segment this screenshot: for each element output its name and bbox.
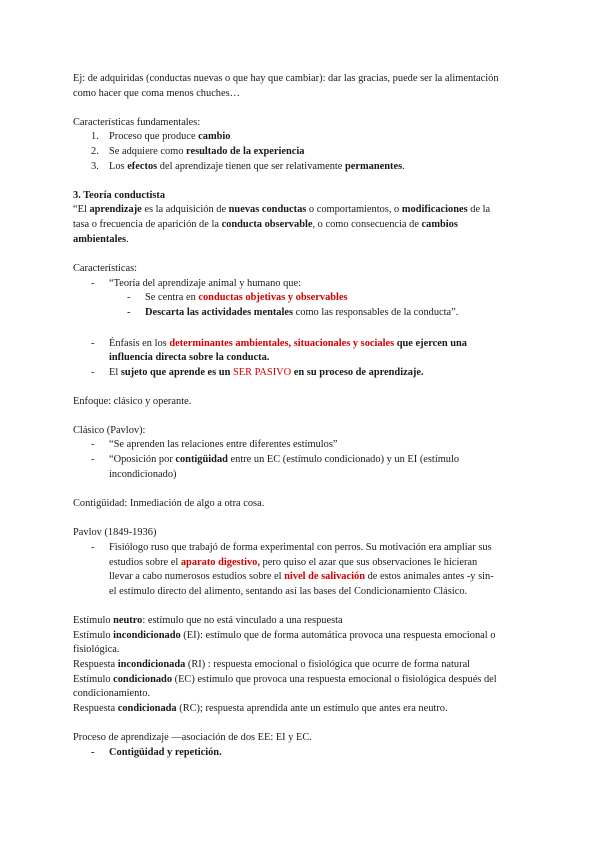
- pavlov-line-4: el estímulo directo del alimento, sentando así las bases del Condicionamiento Clásico.: [109, 586, 468, 597]
- characteristics-heading: Características:: [73, 263, 138, 274]
- list-number: 3.: [91, 161, 99, 172]
- characteristic-item-1: “Teoría del aprendizaje animal y humano que:: [109, 278, 301, 289]
- list-number: 2.: [91, 146, 99, 157]
- list-dash: -: [91, 454, 95, 465]
- unconditioned-stimulus-line-2: fisiológica.: [73, 644, 120, 655]
- characteristic-subitem-1: Se centra en conductas objetivas y observables: [145, 292, 348, 303]
- contiguity-definition: Contigüidad: Inmediación de algo a otra cosa.: [73, 498, 265, 509]
- section-title: 3. Teoría conductista: [73, 190, 166, 201]
- learning-process-item: Contigüidad y repetición.: [109, 747, 222, 758]
- definition-line-1: “El aprendizaje es la adquisición de nuevas conductas o comportamientos, o modificaciones de la: [73, 204, 491, 215]
- example-line-1: Ej: de adquiridas (conductas nuevas o que hay que cambiar): dar las gracias, puede ser la alimentación: [73, 73, 499, 84]
- learning-process-line: Proceso de aprendizaje —asociación de dos EE: EI y EC.: [73, 732, 312, 743]
- characteristic-item-2: Énfasis en los determinantes ambientales, situacionales y sociales que ejercen una: [109, 338, 467, 349]
- list-dash: -: [91, 542, 95, 553]
- pavlov-line-3: llevar a cabo numerosos estudios sobre el nivel de salivación de estos animales antes -y sin-: [109, 571, 494, 582]
- unconditioned-response-line: Respuesta incondicionada (RI) : respuesta emocional o fisiológica que ocurre de forma natural: [73, 659, 471, 670]
- classical-heading: Clásico (Pavlov):: [73, 425, 146, 436]
- definition-line-3: ambientales.: [73, 234, 129, 245]
- definition-line-2: tasa o frecuencia de aparición de la conducta observable, o como consecuencia de cambios: [73, 219, 458, 230]
- pavlov-heading: Pavlov (1849-1936): [73, 527, 157, 538]
- list-dash: -: [91, 367, 95, 378]
- classical-item-1: “Se aprenden las relaciones entre diferentes estímulos”: [109, 439, 338, 450]
- conditioned-stimulus-line-2: condicionamiento.: [73, 688, 151, 699]
- list-dash: -: [91, 439, 95, 450]
- pavlov-line-1: Fisiólogo ruso que trabajó de forma experimental con perros. Su motivación era ampliar sus: [109, 542, 492, 553]
- list-number: 1.: [91, 131, 99, 142]
- conditioned-stimulus-line: Estímulo condicionado (EC) estímulo que provoca una respuesta emocional o fisiológica después del: [73, 674, 497, 685]
- classical-item-2-line-2: incondicionado): [109, 469, 177, 480]
- classical-item-2: “Oposición por contigüidad entre un EC (estímulo condicionado) y un EI (estímulo: [109, 454, 460, 465]
- approach-line: Enfoque: clásico y operante.: [73, 396, 192, 407]
- fundamentals-heading: Características fundamentales:: [73, 117, 201, 128]
- list-dash: -: [91, 338, 95, 349]
- list-dash: -: [91, 278, 95, 289]
- characteristic-subitem-2: Descarta las actividades mentales como las responsables de la conducta”.: [145, 307, 459, 318]
- fundamental-item-1: Proceso que produce cambio: [109, 131, 231, 142]
- fundamental-item-2: Se adquiere como resultado de la experiencia: [109, 146, 305, 157]
- characteristic-item-3: El sujeto que aprende es un SER PASIVO en su proceso de aprendizaje.: [109, 367, 424, 378]
- list-dash: -: [127, 292, 131, 303]
- unconditioned-stimulus-line: Estímulo incondicionado (EI): estímulo que de forma automática provoca una respuesta emocional o: [73, 630, 496, 641]
- neutral-stimulus-line: Estímulo neutro: estímulo que no está vinculado a una respuesta: [73, 615, 343, 626]
- list-dash: -: [127, 307, 131, 318]
- example-line-2: como hacer que coma menos chuches…: [73, 88, 241, 99]
- characteristic-item-2-line-2: influencia directa sobre la conducta.: [109, 352, 270, 363]
- fundamental-item-3: Los efectos del aprendizaje tienen que ser relativamente permanentes.: [109, 161, 405, 172]
- pavlov-line-2: estudios sobre el aparato digestivo, pero quiso el azar que sus observaciones le hicieran: [109, 557, 478, 568]
- list-dash: -: [91, 747, 95, 758]
- conditioned-response-line: Respuesta condicionada (RC); respuesta aprendida ante un estímulo que antes era neutro.: [73, 703, 448, 714]
